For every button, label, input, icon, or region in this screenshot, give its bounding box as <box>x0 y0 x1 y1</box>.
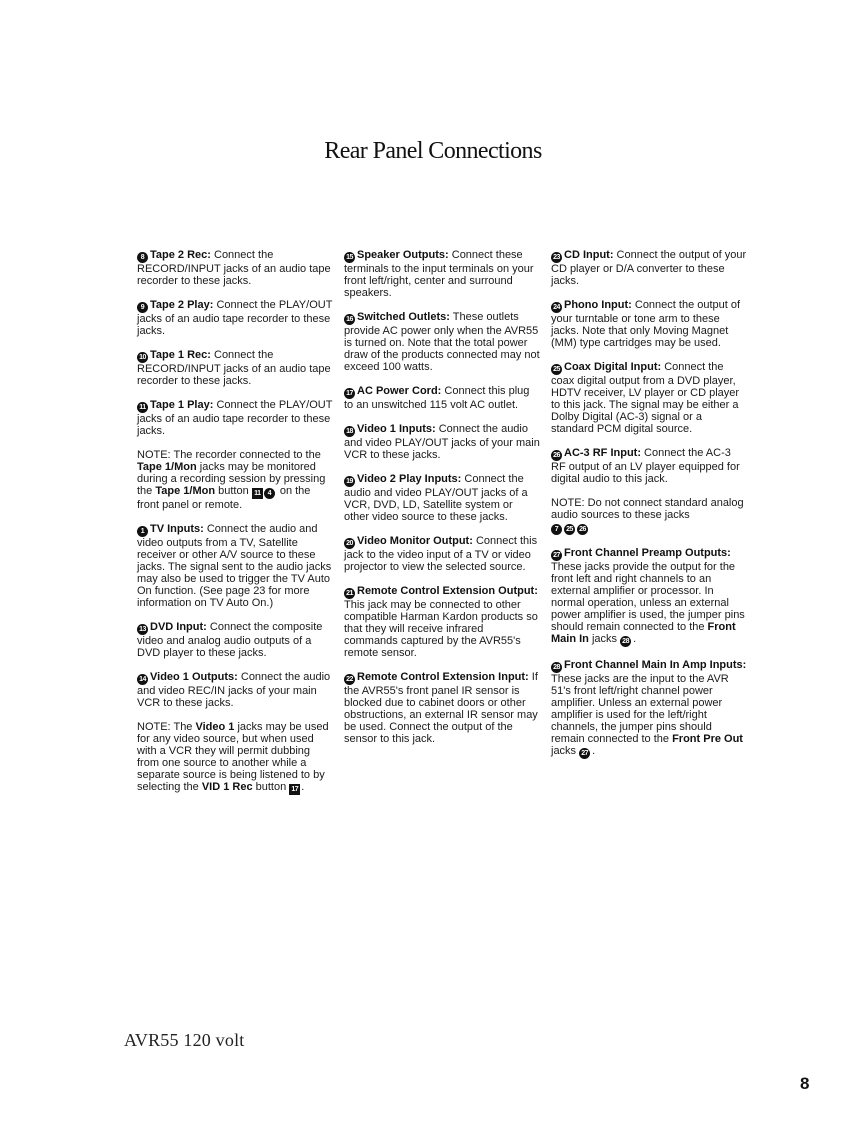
entry-tape-2-play <box>137 299 333 337</box>
entry-coax-digital-input <box>551 361 747 435</box>
page-number: 8 <box>800 1074 810 1093</box>
entry-label: AC-3 RF Input: <box>564 447 641 459</box>
entry-text: jacks <box>551 745 580 757</box>
entry-text: Connect the output of your turntable or tone arm to these jacks. Note that only Moving Magnet (MM) type cartridges may be used. <box>551 299 741 349</box>
entry-tape-1-play <box>137 399 333 437</box>
note-text: NOTE: The recorder connected to the <box>137 449 321 461</box>
entry-label: Video 1 Inputs: <box>357 423 436 435</box>
entry-text: Connect the PLAY/OUT jacks of an audio tape recorder to these jacks. <box>137 299 333 337</box>
entry-tv-inputs <box>137 523 333 609</box>
entry-bold: Front Main In <box>551 621 736 645</box>
entry-label: Remote Control Extension Input: <box>357 671 529 683</box>
entry-label: AC Power Cord: <box>357 385 442 397</box>
entry-label: Coax Digital Input: <box>564 361 662 373</box>
note-bold: Tape 1/Mon <box>137 461 197 473</box>
note-bold: Tape 1/Mon <box>155 485 216 497</box>
callout-number: 21 <box>344 588 355 599</box>
note-analog-sources <box>551 497 747 535</box>
entry-text: Connect this plug to an unswitched 115 volt AC outlet. <box>344 385 530 411</box>
entry-label: Remote Control Extension Output: <box>357 585 538 597</box>
entry-dvd-input <box>137 621 333 659</box>
entry-label: Tape 1 Play: <box>150 399 214 411</box>
entry-tape-2-rec <box>137 249 333 287</box>
entry-text: These jacks provide the output for the front left and right channels to an external amplifier or processor. In normal operation, unless an external power amplifier is used, the jumper pins should remain connected to the <box>551 561 745 633</box>
entry-front-preamp-outputs <box>551 547 747 647</box>
entry-text: Connect the audio and video outputs from a TV, Satellite receiver or other A/V source to these jacks. The signal sent to the audio jacks may also be used to trigger the TV Auto On function. (See page 23 for more information on TV Auto On.) <box>137 523 332 609</box>
callout-number: 24 <box>551 302 562 313</box>
entry-label: Tape 1 Rec: <box>150 349 211 361</box>
entry-video-1-outputs <box>137 671 333 709</box>
entry-text: Connect the AC-3 RF output of an LV player equipped for digital audio to this jack. <box>551 447 740 485</box>
callout-number: 20 <box>344 538 355 549</box>
entry-video-monitor-output <box>344 535 540 573</box>
callout-ref-badge: 25 <box>564 524 575 535</box>
callout-number: 8 <box>137 252 148 263</box>
note-text: on the front panel or remote. <box>137 485 311 511</box>
entry-text: Connect the RECORD/INPUT jacks of an audio tape recorder to these jacks. <box>137 249 331 287</box>
entry-text: Connect the audio and video PLAY/OUT jacks of your main VCR to these jacks. <box>344 423 540 461</box>
entry-text: Connect the audio and video REC/IN jacks of your main VCR to these jacks. <box>137 671 331 709</box>
remote-ref-badge: 4 <box>264 488 275 499</box>
callout-number: 1 <box>137 526 148 537</box>
entry-tape-1-rec <box>137 349 333 387</box>
entry-text: These jacks are the input to the AVR 51's front left/right channel power amplifier. Unless an external power amplifier is used for the left/right channels, the jumper pins should remain connected to the <box>551 673 729 745</box>
front-panel-ref-badge: 17 <box>289 784 300 795</box>
callout-ref-badge: 7 <box>551 524 562 535</box>
footer-model-label: AVR55 120 volt <box>124 1030 245 1050</box>
entry-text: If the AVR55's front panel IR sensor is blocked due to cabinet doors or other obstructions, an external IR sensor may be used. Connect the output of the sensor to this jack. <box>344 671 538 745</box>
entry-bold: Front Pre Out <box>672 733 743 745</box>
entry-text: . <box>592 745 596 757</box>
entry-label: CD Input: <box>564 249 614 261</box>
callout-number: 27 <box>551 550 562 561</box>
entry-cd-input <box>551 249 747 287</box>
entry-label: Tape 2 Rec: <box>150 249 211 261</box>
entry-video-2-play-inputs <box>344 473 540 523</box>
column-2 <box>344 249 540 745</box>
entry-text: jacks <box>588 633 621 645</box>
entry-switched-outlets <box>344 311 540 373</box>
entry-label: Front Channel Preamp Outputs: <box>564 547 731 559</box>
entry-ac3-rf-input <box>551 447 747 485</box>
entry-ac-power-cord <box>344 385 540 411</box>
callout-number: 15 <box>344 252 355 263</box>
page-title: Rear Panel Connections <box>324 138 542 164</box>
entry-video-1-inputs <box>344 423 540 461</box>
note-bold: Video 1 <box>195 721 235 733</box>
callout-number: 9 <box>137 302 148 313</box>
note-text: button <box>252 781 290 793</box>
entry-text: . <box>633 633 637 645</box>
entry-speaker-outputs <box>344 249 540 299</box>
entry-text: These outlets provide AC power only when the AVR55 is turned on. Note that the total power draw of the products connected may not exceed 100 watts. <box>344 311 540 373</box>
callout-number: 13 <box>137 624 148 635</box>
note-tape-monitor <box>137 449 333 511</box>
entry-text: This jack may be connected to other compatible Harman Kardon products so that they will receive infrared commands captured by the AVR55's remote sensor. <box>344 599 538 659</box>
callout-number: 26 <box>551 450 562 461</box>
callout-number: 11 <box>137 402 148 413</box>
callout-number: 22 <box>344 674 355 685</box>
note-text: button <box>215 485 252 497</box>
column-3 <box>551 249 747 759</box>
entry-label: TV Inputs: <box>150 523 204 535</box>
entry-label: Video Monitor Output: <box>357 535 473 547</box>
entry-text: Connect the coax digital output from a DVD player, HDTV receiver, LV player or CD player to this jack. The signal may be either a Dolby Digital (AC-3) signal or a standard PCM digital source. <box>551 361 740 435</box>
entry-remote-extension-input <box>344 671 540 745</box>
note-text: jacks may be used for any video source, but when used with a VCR they will permit dubbing from one source to another while a separate source is being listened to by selecting the <box>137 721 329 793</box>
entry-label: DVD Input: <box>150 621 207 633</box>
entry-label: Video 2 Play Inputs: <box>357 473 462 485</box>
callout-number: 18 <box>344 426 355 437</box>
entry-text: Connect the RECORD/INPUT jacks of an audio tape recorder to these jacks. <box>137 349 331 387</box>
front-panel-ref-badge: 11 <box>252 488 263 499</box>
callout-number: 23 <box>551 252 562 263</box>
entry-front-main-in-inputs <box>551 659 747 759</box>
callout-number: 16 <box>344 314 355 325</box>
entry-label: Video 1 Outputs: <box>150 671 238 683</box>
column-1 <box>137 249 333 795</box>
callout-ref-badge: 28 <box>620 636 631 647</box>
callout-number: 10 <box>137 352 148 363</box>
entry-label: Front Channel Main In Amp Inputs: <box>564 659 747 671</box>
note-text: . <box>301 781 305 793</box>
note-video-1 <box>137 721 333 795</box>
callout-ref-badge: 26 <box>577 524 588 535</box>
entry-text: Connect the PLAY/OUT jacks of an audio tape recorder to these jacks. <box>137 399 333 437</box>
note-bold: VID 1 Rec <box>201 781 253 793</box>
entry-text: Connect the output of your CD player or D/A converter to these jacks. <box>551 249 747 287</box>
entry-remote-extension-output <box>344 585 540 659</box>
entry-label: Switched Outlets: <box>357 311 450 323</box>
note-text: NOTE: Do not connect standard analog audio sources to these jacks <box>551 497 744 521</box>
callout-number: 25 <box>551 364 562 375</box>
entry-text: Connect these terminals to the input terminals on your front left/right, center and surround speakers. <box>344 249 534 299</box>
note-text: jacks may be monitored during a recording session by pressing the <box>137 461 326 497</box>
entry-text: Connect this jack to the video input of a TV or video projector to view the selected source. <box>344 535 538 573</box>
callout-number: 14 <box>137 674 148 685</box>
entry-text: Connect the composite video and analog audio outputs of a DVD player to these jacks. <box>137 621 323 659</box>
entry-text: Connect the audio and video PLAY/OUT jacks of a VCR, DVD, LD, Satellite system or other video source to these jacks. <box>344 473 528 523</box>
entry-label: Speaker Outputs: <box>357 249 449 261</box>
entry-label: Phono Input: <box>564 299 632 311</box>
callout-number: 19 <box>344 476 355 487</box>
callout-number: 28 <box>551 662 562 673</box>
callout-number: 17 <box>344 388 355 399</box>
callout-ref-badge: 27 <box>579 748 590 759</box>
note-text: NOTE: The <box>137 721 196 733</box>
entry-label: Tape 2 Play: <box>150 299 214 311</box>
entry-phono-input <box>551 299 747 349</box>
